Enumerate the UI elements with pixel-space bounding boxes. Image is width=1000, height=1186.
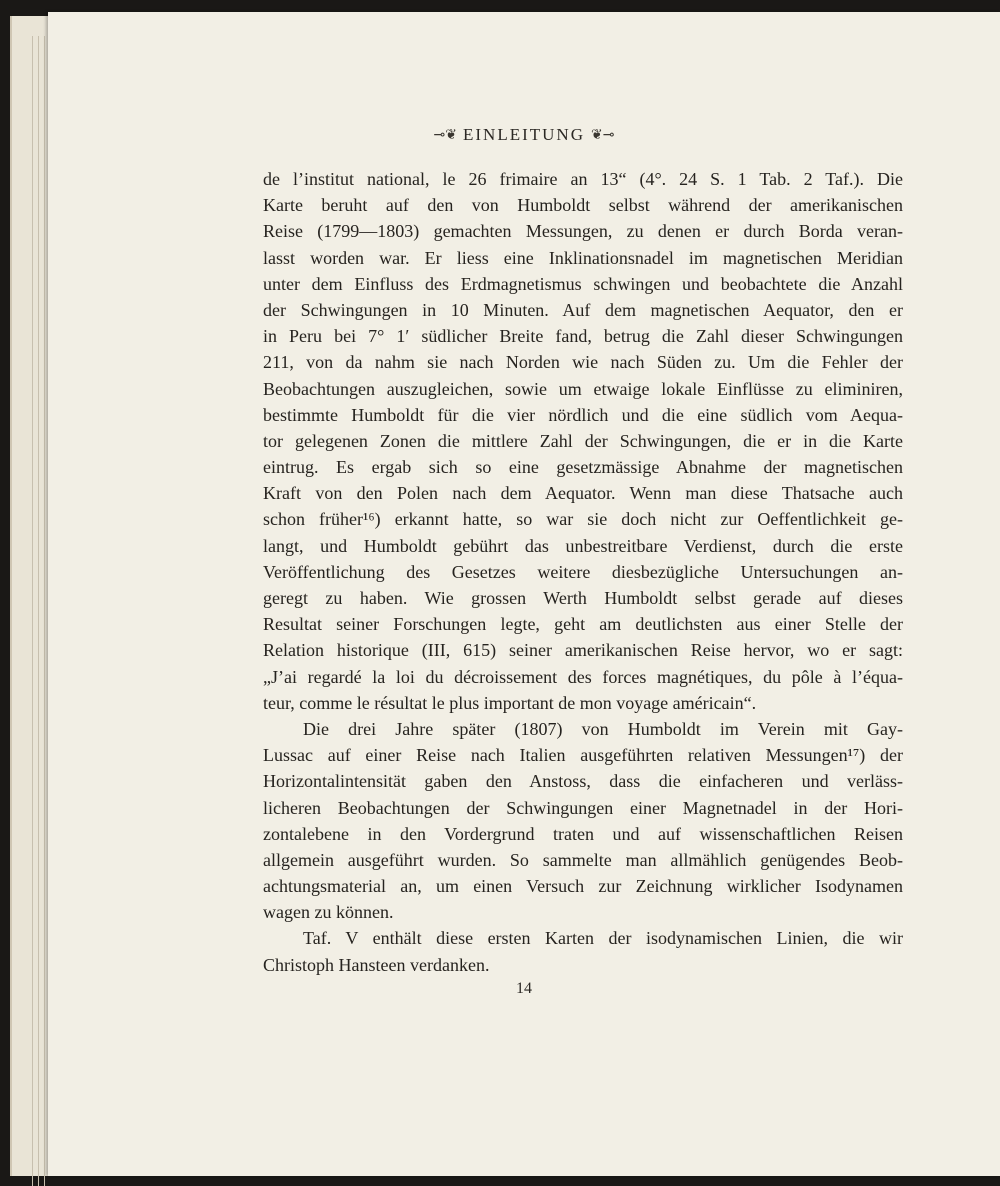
text-line: geregt zu haben. Wie grossen Werth Humboldt selbst gerade auf dieses xyxy=(263,588,903,608)
text-line: eintrug. Es ergab sich so eine gesetzmässige Abnahme der magnetischen xyxy=(263,457,903,478)
text-line: de l’institut national, le 26 frimaire an 13“ (4°. 24 S. 1 Tab. 2 Taf.). Die xyxy=(263,169,903,189)
text-line: Beobachtungen auszugleichen, sowie um etwaige lokale Einflüsse zu eliminiren, xyxy=(263,378,903,399)
text-line: Relation historique (III, 615) seiner amerikanischen Reise hervor, wo er sagt: xyxy=(263,640,903,661)
text-line: Die drei Jahre später (1807) von Humboldt im Verein mit Gay- xyxy=(303,718,903,739)
text-line: Veröffentlichung des Gesetzes weitere diesbezügliche Untersuchungen an- xyxy=(263,561,903,582)
text-line: langt, und Humboldt gebührt das unbestreitbare Verdienst, durch die erste xyxy=(263,535,903,556)
text-line: in Peru bei 7° 1′ südlicher Breite fand, betrug die Zahl dieser Schwingungen xyxy=(263,326,903,347)
text-line: wagen zu können. xyxy=(263,902,394,923)
text-line: Karte beruht auf den von Humboldt selbst während der amerikanischen xyxy=(263,195,903,216)
text-line: Christoph Hansteen verdanken. xyxy=(263,954,490,975)
text-line: allgemein ausgeführt wurden. So sammelte man allmählich genügendes Beob- xyxy=(263,849,903,870)
page-edge xyxy=(32,36,33,1186)
text-line: lasst worden war. Er liess eine Inklinationsnadel im magnetischen Meridian xyxy=(263,247,903,268)
page-edge xyxy=(38,36,39,1186)
text-line: Reise (1799—1803) gemachten Messungen, zu denen er durch Borda veran- xyxy=(263,221,903,242)
text-line: zontalebene in den Vordergrund traten und auf wissenschaftlichen Reisen xyxy=(263,823,903,844)
text-line: teur, comme le résultat le plus important de mon voyage américain“. xyxy=(263,692,757,713)
text-line: der Schwingungen in 10 Minuten. Auf dem magnetischen Aequator, den er xyxy=(263,299,903,320)
text-line: tor gelegenen Zonen die mittlere Zahl der Schwingungen, die er in die Karte xyxy=(263,430,903,451)
text-line: bestimmte Humboldt für die vier nördlich und die eine südlich vom Aequa- xyxy=(263,404,903,425)
book-page xyxy=(48,12,1000,1176)
text-line: „J’ai regardé la loi du décroissement des forces magnétiques, du pôle à l’équa- xyxy=(263,666,903,687)
text-line: Taf. V enthält diese ersten Karten der isodynamischen Linien, die wir xyxy=(303,928,903,949)
running-header xyxy=(48,125,1000,145)
body-text xyxy=(263,166,903,978)
text-line: schon früher¹⁶) erkannt hatte, so war sie doch nicht zur Oeffentlichkeit ge- xyxy=(263,509,903,530)
text-line: unter dem Einfluss des Erdmagnetismus schwingen und beobachtete die Anzahl xyxy=(263,273,903,294)
page-number: 14 xyxy=(516,980,532,997)
text-line: 211, von da nahm sie nach Norden wie nach Süden zu. Um die Fehler der xyxy=(263,352,903,373)
page-edge xyxy=(44,36,45,1186)
text-line: licheren Beobachtungen der Schwingungen einer Magnetnadel in der Hori- xyxy=(263,797,903,818)
ornament-right-icon: ❦⊸ xyxy=(590,128,615,143)
text-line: Lussac auf einer Reise nach Italien ausgeführten relativen Messungen¹⁷) der xyxy=(263,745,903,766)
ornament-left-icon: ⊸❦ xyxy=(433,128,458,143)
text-line: Kraft von den Polen nach dem Aequator. Wenn man diese Thatsache auch xyxy=(263,483,903,504)
text-line: Horizontalintensität gaben den Anstoss, dass die einfacheren und verläss- xyxy=(263,771,903,792)
text-line: Resultat seiner Forschungen legte, geht am deutlichsten aus einer Stelle der xyxy=(263,614,903,635)
text-line: achtungsmaterial an, um einen Versuch zur Zeichnung wirklicher Isodynamen xyxy=(263,876,903,897)
header-title: EINLEITUNG xyxy=(463,125,585,144)
